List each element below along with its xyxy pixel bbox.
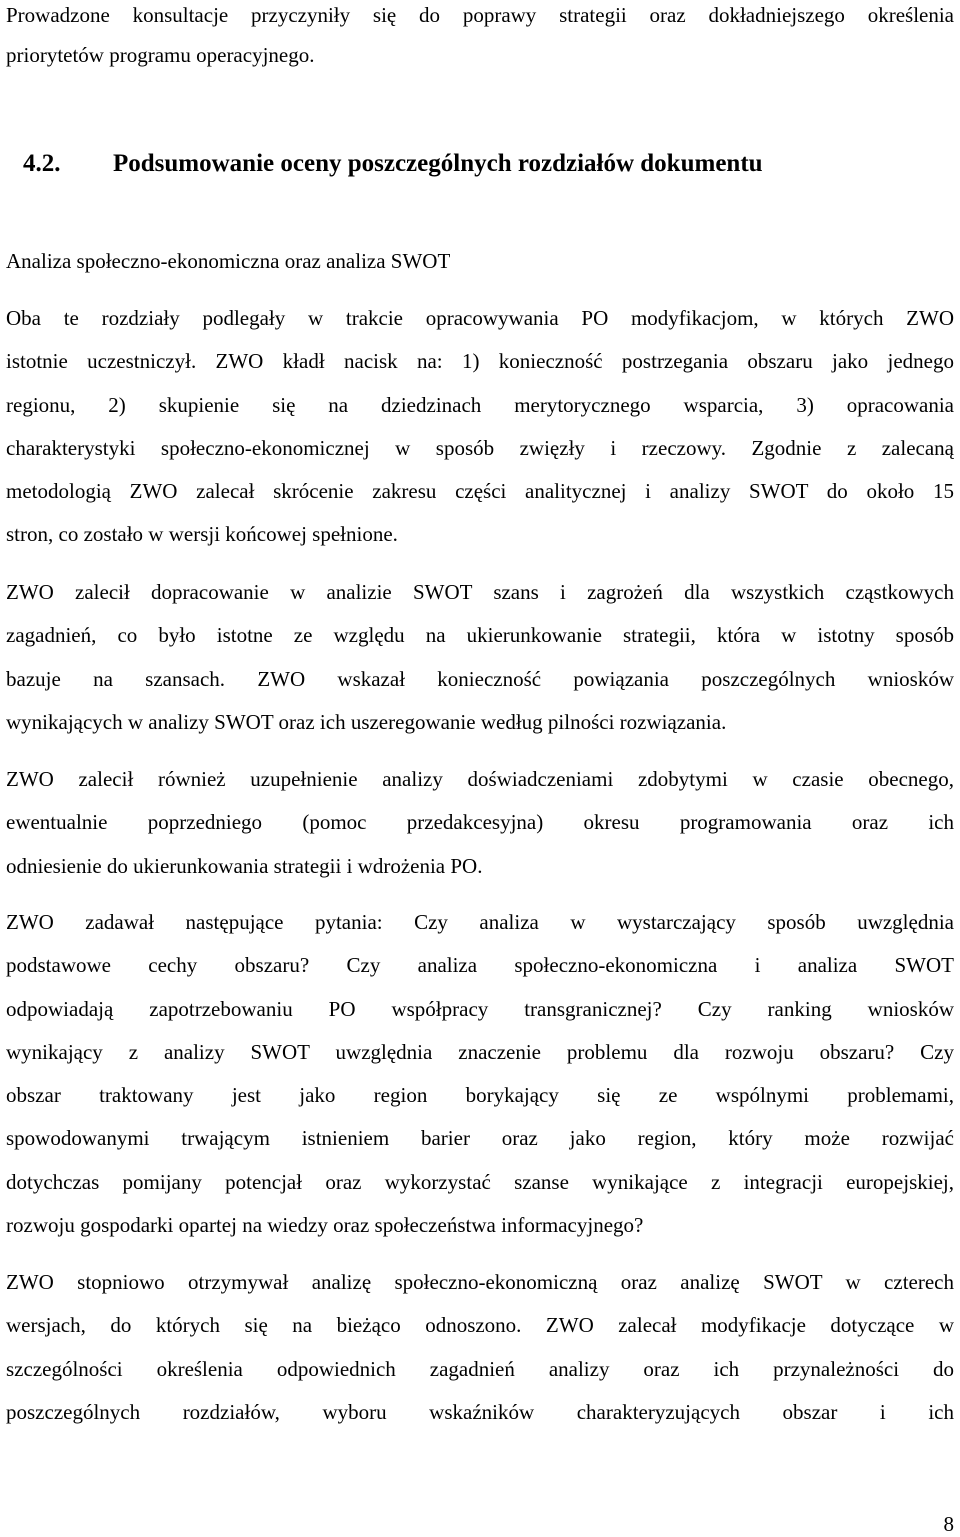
- paragraph-4: [6, 901, 954, 1247]
- paragraph-line: wynikających w analizy SWOT oraz ich uszeregowanie według pilności rozwiązania.: [6, 709, 727, 734]
- paragraph-line: wynikający z analizy SWOT uwzględnia znaczenie problemu dla rozwoju obszaru? Czy: [6, 1039, 954, 1064]
- paragraph-5: [6, 1261, 954, 1434]
- section-heading: [6, 150, 763, 178]
- page-number: 8: [943, 1512, 954, 1536]
- paragraph-line: odniesienie do ukierunkowania strategii i wdrożenia PO.: [6, 853, 483, 878]
- paragraph-line: zagadnień, co było istotne ze względu na ukierunkowanie strategii, która w istotny sposób: [6, 623, 954, 648]
- paragraph-line: spowodowanymi trwającym istnieniem barier oraz jako region, który może rozwijać: [6, 1126, 954, 1151]
- intro-paragraph: [6, 0, 954, 75]
- paragraph-line: regionu, 2) skupienie się na dziedzinach merytorycznego wsparcia, 3) opracowania: [6, 392, 954, 417]
- paragraph-line: wersjach, do których się na bieżąco odnoszono. ZWO zalecał modyfikacje dotyczące w: [6, 1313, 954, 1338]
- paragraph-line: ZWO zalecił również uzupełnienie analizy doświadczeniami zdobytymi w czasie obecnego,: [6, 767, 954, 791]
- paragraph-line: ZWO stopniowo otrzymywał analizę społeczno-ekonomiczną oraz analizę SWOT w czterech: [6, 1270, 954, 1294]
- paragraph-line: ZWO zadawał następujące pytania: Czy analiza w wystarczający sposób uwzględnia: [6, 910, 954, 934]
- intro-line-1: Prowadzone konsultacje przyczyniły się do poprawy strategii oraz dokładniejszego określenia: [6, 3, 954, 27]
- paragraph-line: odpowiadają zapotrzebowaniu PO współpracy transgranicznej? Czy ranking wniosków: [6, 996, 954, 1021]
- subsection-title: Analiza społeczno-ekonomiczna oraz analiza SWOT: [6, 249, 451, 273]
- paragraph-3: [6, 758, 954, 888]
- paragraph-line: stron, co zostało w wersji końcowej spełnione.: [6, 522, 398, 547]
- section-number: 4.2.: [23, 150, 61, 177]
- paragraph-line: poszczególnych rozdziałów, wyboru wskaźników charakteryzujących obszar i ich: [6, 1399, 954, 1424]
- paragraph-line: ewentualnie poprzedniego (pomoc przedakcesyjna) okresu programowania oraz ich: [6, 810, 954, 835]
- paragraph-2: [6, 571, 954, 744]
- paragraph-line: szczególności określenia odpowiednich zagadnień analizy oraz ich przynależności do: [6, 1356, 954, 1381]
- intro-line-2: priorytetów programu operacyjnego.: [6, 43, 315, 67]
- paragraph-1: [6, 297, 954, 557]
- paragraph-line: metodologią ZWO zalecał skrócenie zakresu części analitycznej i analizy SWOT do około 15: [6, 479, 954, 504]
- paragraph-line: podstawowe cechy obszaru? Czy analiza społeczno-ekonomiczna i analiza SWOT: [6, 953, 954, 978]
- paragraph-line: istotnie uczestniczył. ZWO kładł nacisk na: 1) konieczność postrzegania obszaru jako jednego: [6, 349, 954, 374]
- paragraph-line: bazuje na szansach. ZWO wskazał konieczność powiązania poszczególnych wniosków: [6, 666, 954, 691]
- section-title: Podsumowanie oceny poszczególnych rozdziałów dokumentu: [113, 150, 763, 177]
- paragraph-line: dotychczas pomijany potencjał oraz wykorzystać szanse wynikające z integracji europejskiej,: [6, 1169, 954, 1194]
- paragraph-line: Oba te rozdziały podlegały w trakcie opracowywania PO modyfikacjom, w których ZWO: [6, 306, 954, 330]
- paragraph-line: charakterystyki społeczno-ekonomicznej w sposób zwięzły i rzeczowy. Zgodnie z zalecaną: [6, 435, 954, 460]
- paragraph-line: ZWO zalecił dopracowanie w analizie SWOT szans i zagrożeń dla wszystkich cząstkowych: [6, 580, 954, 604]
- paragraph-line: obszar traktowany jest jako region borykający się ze wspólnymi problemami,: [6, 1083, 954, 1108]
- paragraph-line: rozwoju gospodarki opartej na wiedzy oraz społeczeństwa informacyjnego?: [6, 1213, 644, 1238]
